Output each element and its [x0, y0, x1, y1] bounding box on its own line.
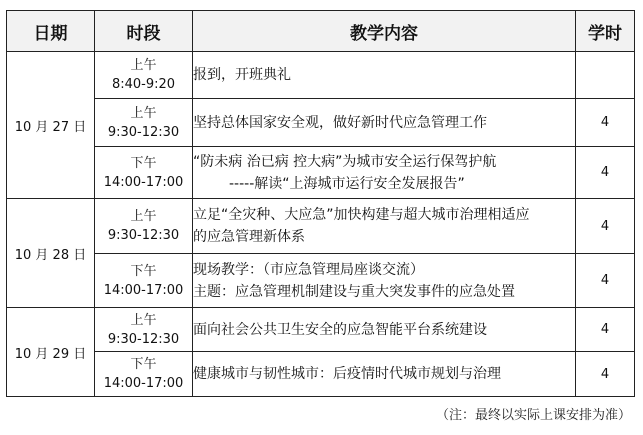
time-cell: [95, 199, 193, 254]
content-line: 健康城市与韧性城市：后疫情时代城市规划与治理: [193, 366, 501, 382]
hours-cell: 4: [576, 199, 635, 254]
content-cell: [193, 308, 576, 352]
content-line: 现场教学：（市应急管理局座谈交流）: [193, 261, 424, 278]
time-label: 8:40-9:20: [111, 77, 176, 92]
period-label: 上午: [130, 105, 157, 121]
date-cell: 10 月 28 日: [7, 199, 95, 308]
hours-cell: 4: [576, 308, 635, 352]
content-line: 主题：应急管理机制建设与重大突发事件的应急处置: [193, 283, 515, 300]
table-row: [7, 147, 635, 199]
time-cell: [95, 254, 193, 308]
hours-cell: 4: [576, 254, 635, 308]
table-row: [7, 199, 635, 254]
content-cell: [193, 99, 576, 147]
hours-cell: 4: [576, 352, 635, 397]
time-cell: [95, 52, 193, 99]
content-line: “防未病 治已病 控大病”为城市安全运行保驾护航: [193, 153, 497, 170]
time-cell: [95, 352, 193, 397]
content-line: 坚持总体国家安全观，做好新时代应急管理工作: [193, 114, 487, 131]
schedule-table: [6, 10, 635, 397]
time-label: 9:30-12:30: [107, 124, 180, 140]
time-label: 14:00-17:00: [103, 174, 184, 190]
date-cell: 10 月 29 日: [7, 308, 95, 397]
table-row: [7, 52, 635, 99]
period-label: 上午: [130, 209, 157, 224]
hours-cell: 4: [576, 147, 635, 199]
content-line: 的应急管理新体系: [193, 229, 305, 245]
header-slot: 时段: [95, 11, 193, 52]
period-label: 下午: [130, 357, 157, 372]
time-cell: [95, 308, 193, 352]
content-cell: [193, 147, 576, 199]
content-cell: [193, 199, 576, 254]
time-cell: [95, 99, 193, 147]
time-label: 14:00-17:00: [103, 282, 184, 298]
period-label: 下午: [130, 263, 157, 279]
time-label: 14:00-17:00: [103, 376, 184, 391]
content-line: 面向社会公共卫生安全的应急智能平台系统建设: [193, 321, 487, 338]
content-cell: [193, 352, 576, 397]
header-date: 日期: [7, 11, 95, 52]
footnote: （注：最终以实际上课安排为准）: [435, 408, 631, 423]
period-label: 上午: [130, 58, 157, 73]
time-label: 9:30-12:30: [107, 331, 180, 347]
table-row: [7, 352, 635, 397]
time-cell: [95, 147, 193, 199]
table-row: [7, 308, 635, 352]
period-label: 下午: [130, 155, 157, 171]
table-row: [7, 99, 635, 147]
header-hours: 学时: [576, 11, 635, 52]
header-row: [7, 11, 635, 52]
content-line: 立足“全灾种、大应急”加快构建与超大城市治理相适应: [193, 207, 530, 223]
time-label: 9:30-12:30: [107, 228, 180, 243]
hours-cell: 4: [576, 99, 635, 147]
content-line: -----解读“上海城市运行安全发展报告”: [229, 175, 465, 192]
table-row: [7, 254, 635, 308]
content-line: 报到，开班典礼: [193, 67, 291, 83]
content-cell: [193, 52, 576, 99]
content-cell: [193, 254, 576, 308]
period-label: 上午: [130, 312, 157, 328]
hours-cell: [576, 52, 635, 99]
header-content: 教学内容: [193, 11, 576, 52]
date-cell: 10 月 27 日: [7, 52, 95, 199]
